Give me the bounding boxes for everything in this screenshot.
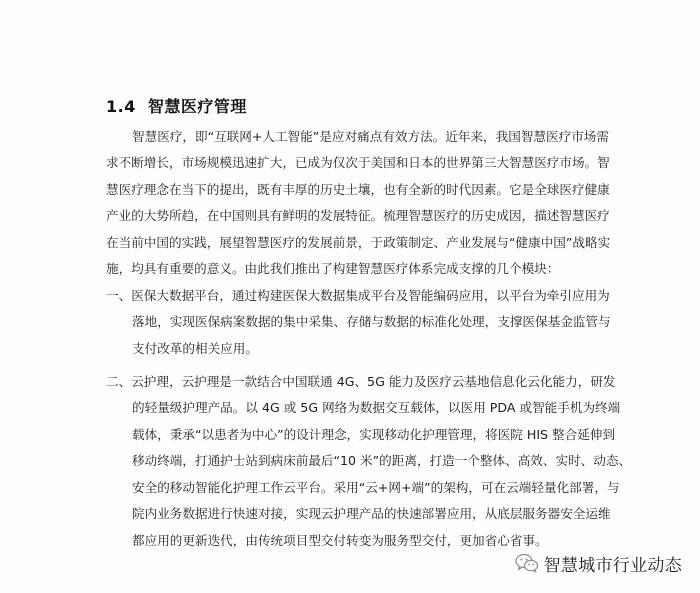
paragraph-line: 产业的大势所趋，在中国则具有鲜明的发展特征。梳理智慧医疗的历史成因，描述智慧医疗 (106, 208, 610, 223)
list-item-line: 二、云护理，云护理是一款结合中国联通 4G、5G 能力及医疗云基地信息化云化能力，研发 (106, 374, 616, 389)
paragraph-line: 施，均具有重要的意义。由此我们推出了构建智慧医疗体系完成支撑的几个模块： (106, 261, 560, 276)
paragraph-line: 智慧医疗，即“互联网+人工智能”是应对痛点有效方法。近年来，我国智慧医疗市场需 (132, 129, 609, 144)
section-title: 智慧医疗管理 (147, 97, 247, 116)
section-number: 1.4 (106, 97, 136, 116)
list-item-line: 移动终端，打通护士站到病床前最后“10 米”的距离，打造一个整体、高效、实时、动态、 (132, 453, 632, 468)
list-item-line: 都应用的更新迭代，由传统项目型交付转变为服务型交付，更加省心省事。 (132, 533, 548, 548)
list-item-line: 落地，实现医保病案数据的集中采集、存储与数据的标准化处理，支撑医保基金监管与 (132, 314, 611, 329)
paragraph-line: 慧医疗理念在当下的提出，既有丰厚的历史土壤，也有全新的时代因素。它是全球医疗健康 (106, 182, 610, 197)
list-item-line: 的轻量级护理产品。以 4G 或 5G 网络为数据交互载体，以医用 PDA 或智能手机为终端 (132, 400, 621, 415)
list-item-line: 支付改革的相关应用。 (132, 341, 258, 356)
watermark (515, 552, 682, 574)
list-item-line: 安全的移动智能化护理工作云平台。采用“云+网+端”的架构，可在云端轻量化部署，与 (132, 480, 620, 495)
wechat-icon (515, 553, 539, 573)
list-item-line: 一、医保大数据平台，通过构建医保大数据集成平台及智能编码应用，以平台为牵引应用为 (106, 288, 610, 303)
paragraph-line: 求不断增长，市场规模迅速扩大，已成为仅次于美国和日本的世界第三大智慧医疗市场。智 (106, 155, 610, 170)
watermark-text: 智慧城市行业动态 (543, 555, 682, 576)
list-item-line: 院内业务数据进行快速对接，实现云护理产品的快速部署应用，从底层服务器安全运维 (132, 506, 611, 521)
section-heading (106, 94, 247, 117)
paragraph-line: 在当前中国的实践，展望智慧医疗的发展前景，于政策制定、产业发展与“健康中国”战略实 (106, 235, 611, 250)
list-item-line: 载体，秉承“以患者为中心”的设计理念，实现移动化护理管理，将医院 HIS 整合延伸到 (132, 427, 616, 442)
